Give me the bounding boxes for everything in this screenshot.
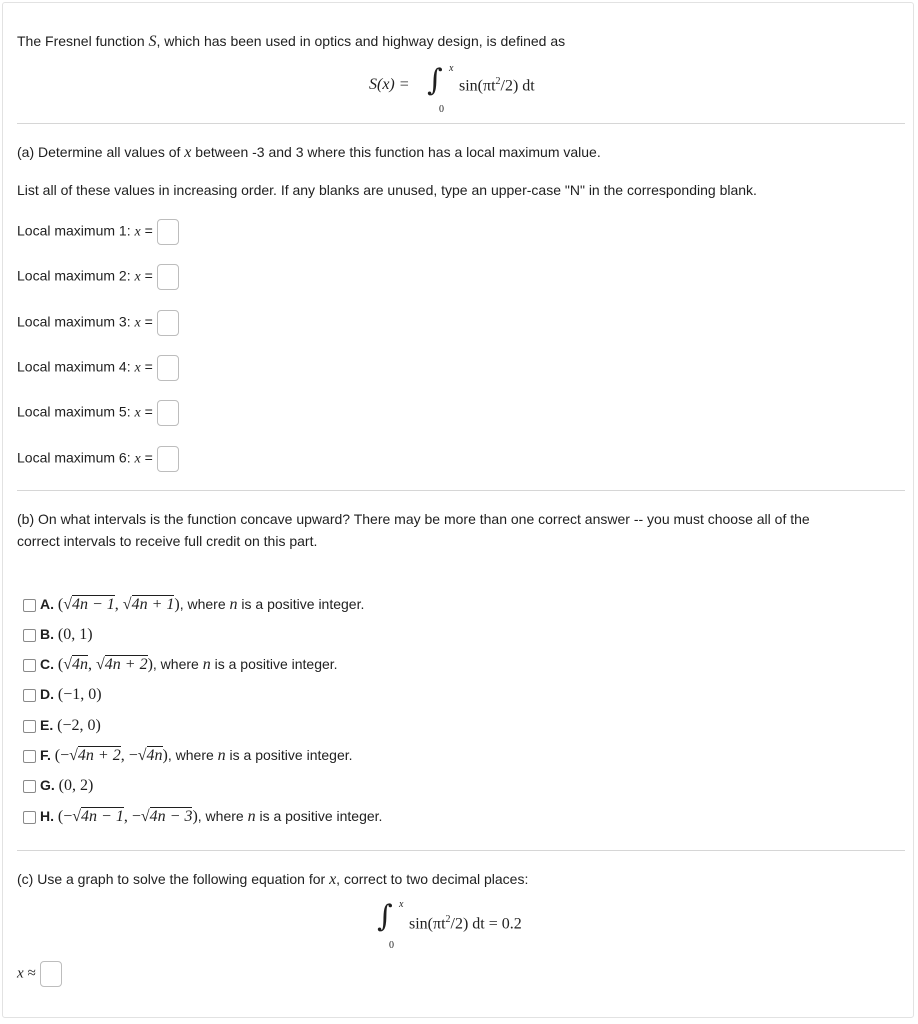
option-rhs: )	[174, 596, 180, 613]
integral-lower-limit: 0	[389, 940, 394, 951]
row-var: x	[134, 269, 141, 285]
row-eq: =	[140, 358, 153, 375]
row-eq: =	[140, 449, 153, 466]
option-letter: E.	[40, 717, 54, 733]
part-a-question-after: between -3 and 3 where this function has a local maximum value.	[191, 144, 601, 160]
option-suffix-var: n	[202, 656, 211, 673]
option-d-checkbox[interactable]	[23, 689, 36, 702]
part-a-instructions: List all of these values in increasing order. If any blanks are unused, type an upper-case "N" in the corresponding blank.	[17, 182, 757, 198]
part-a-question-var: x	[184, 144, 192, 161]
local-max-3-input[interactable]	[157, 310, 179, 336]
option-radicand-1: 4n − 1	[81, 808, 124, 825]
option-g[interactable]	[23, 777, 93, 795]
option-radicand-1: 4n + 2	[77, 747, 121, 764]
intro-text-after: , which has been used in optics and highway design, is defined as	[156, 33, 566, 49]
option-lhs: (	[57, 656, 64, 673]
row-label: Local maximum 5:	[17, 403, 135, 420]
option-letter: B.	[40, 626, 54, 642]
row-label: Local maximum 3:	[17, 313, 135, 330]
option-f[interactable]: F. (−√4n + 2, −√4n), where n is a positive integer.	[23, 747, 353, 765]
integrand-exponent: 2	[495, 76, 501, 87]
formula-lhs: S(x) =	[369, 76, 410, 93]
option-b-checkbox[interactable]	[23, 629, 36, 642]
local-max-1-input[interactable]	[157, 219, 179, 245]
integrand-tail: /2) dt = 0.2	[450, 915, 522, 933]
local-max-row-6	[17, 446, 179, 472]
divider	[17, 850, 905, 851]
part-c-question-before: (c) Use a graph to solve the following equation for	[17, 871, 330, 887]
option-letter: G.	[40, 777, 55, 793]
option-d[interactable]	[23, 686, 102, 704]
part-b-question-line1: (b) On what intervals is the function concave upward? There may be more than one correct answer -- you must choose all of the	[17, 511, 810, 527]
row-label: Local maximum 6:	[17, 449, 135, 466]
local-max-6-input[interactable]	[157, 446, 179, 472]
option-lhs: (	[57, 596, 64, 613]
option-mid: ,	[88, 656, 96, 673]
row-eq: =	[140, 222, 153, 239]
row-eq: =	[140, 313, 153, 330]
row-eq: =	[140, 267, 153, 284]
local-max-row-4	[17, 355, 179, 381]
part-c-question	[17, 871, 528, 889]
integral-lower-limit: 0	[439, 104, 444, 115]
local-max-row-3	[17, 310, 179, 336]
integral-upper-limit: x	[399, 899, 404, 910]
option-suffix-end: is a positive integer.	[225, 747, 353, 763]
option-b[interactable]	[23, 626, 93, 644]
option-e[interactable]	[23, 717, 101, 735]
option-letter: C.	[40, 656, 54, 672]
option-c-checkbox[interactable]	[23, 659, 36, 672]
integral-sign: ∫	[377, 899, 393, 934]
part-c-question-after: , correct to two decimal places:	[336, 871, 529, 887]
row-var: x	[134, 451, 141, 467]
option-suffix-end: is a positive integer.	[210, 656, 338, 672]
intro-text	[17, 33, 565, 51]
row-var: x	[134, 315, 141, 331]
option-suffix-var: n	[217, 747, 226, 764]
option-suffix-var: n	[229, 596, 238, 613]
part-b-question-line2: correct intervals to receive full credit on this part.	[17, 533, 318, 549]
option-suffix-end: is a positive integer.	[237, 596, 365, 612]
option-lhs: (−	[57, 808, 73, 825]
local-max-2-input[interactable]	[157, 264, 179, 290]
option-e-checkbox[interactable]	[23, 720, 36, 733]
row-label: Local maximum 2:	[17, 267, 135, 284]
option-mid: ,	[114, 596, 123, 613]
option-h-checkbox[interactable]	[23, 811, 36, 824]
part-c-question-var: x	[329, 871, 337, 888]
row-label: Local maximum 4:	[17, 358, 135, 375]
integral-sign: ∫	[427, 63, 443, 98]
option-lhs: (−	[54, 747, 70, 764]
option-g-checkbox[interactable]	[23, 780, 36, 793]
option-interval: (0, 1)	[57, 626, 93, 643]
option-a[interactable]: A. (√4n − 1, √4n + 1), where n is a positive integer.	[23, 596, 364, 614]
row-eq: =	[140, 403, 153, 420]
local-max-4-input[interactable]	[157, 355, 179, 381]
intro-text-before: The Fresnel function	[17, 33, 149, 49]
option-letter: A.	[40, 596, 54, 612]
local-max-row-5	[17, 400, 179, 426]
integrand-main: sin(πt	[459, 77, 496, 95]
integrand-tail: /2) dt	[500, 77, 535, 95]
part-a-question-before: (a) Determine all values of	[17, 144, 185, 160]
integral-upper-limit: x	[449, 63, 454, 74]
option-radicand-2: 4n − 3	[149, 808, 193, 825]
option-letter: D.	[40, 686, 54, 702]
option-f-checkbox[interactable]	[23, 750, 36, 763]
part-a-question	[17, 144, 601, 162]
option-suffix: , where	[152, 656, 203, 672]
question-card	[2, 2, 914, 1018]
part-c-answer-row	[17, 961, 62, 987]
option-suffix-end: is a positive integer.	[255, 808, 383, 824]
option-mid: , −	[120, 747, 138, 764]
part-c-answer-input[interactable]	[40, 961, 62, 987]
divider	[17, 490, 905, 491]
divider	[17, 123, 905, 124]
option-radicand-2: 4n	[146, 747, 163, 764]
integrand	[459, 76, 535, 95]
option-c[interactable]: C. (√4n, √4n + 2), where n is a positive integer.	[23, 656, 338, 674]
row-var: x	[134, 224, 141, 240]
intro-symbol: S	[148, 33, 157, 50]
row-label: Local maximum 1:	[17, 222, 135, 239]
option-rhs: )	[192, 808, 198, 825]
local-max-row-1	[17, 219, 179, 245]
local-max-5-input[interactable]	[157, 400, 179, 426]
option-interval: (0, 2)	[58, 777, 94, 794]
row-var: x	[134, 360, 141, 376]
option-rhs: )	[147, 656, 153, 673]
local-max-row-2	[17, 264, 179, 290]
option-letter: H.	[40, 808, 54, 824]
option-radicand-1: 4n − 1	[72, 596, 115, 613]
option-radicand-2: 4n + 2	[104, 656, 148, 673]
row-var: x	[134, 405, 141, 421]
answer-label: x ≈	[17, 965, 36, 982]
option-suffix: , where	[179, 596, 230, 612]
option-suffix: , where	[167, 747, 218, 763]
option-letter: F.	[40, 747, 51, 763]
option-radicand-1: 4n	[72, 656, 88, 673]
option-suffix: , where	[197, 808, 248, 824]
integrand-main: sin(πt	[409, 915, 446, 933]
option-interval: (−1, 0)	[57, 686, 102, 703]
option-radicand-2: 4n + 1	[131, 596, 175, 613]
option-mid: , −	[123, 808, 141, 825]
integrand	[409, 914, 522, 933]
option-rhs: )	[162, 747, 168, 764]
option-suffix-var: n	[247, 808, 256, 825]
option-h[interactable]: H. (−√4n − 1, −√4n − 3), where n is a positive integer.	[23, 808, 382, 826]
option-interval: (−2, 0)	[57, 717, 101, 734]
option-a-checkbox[interactable]	[23, 599, 36, 612]
integrand-exponent: 2	[445, 914, 451, 925]
